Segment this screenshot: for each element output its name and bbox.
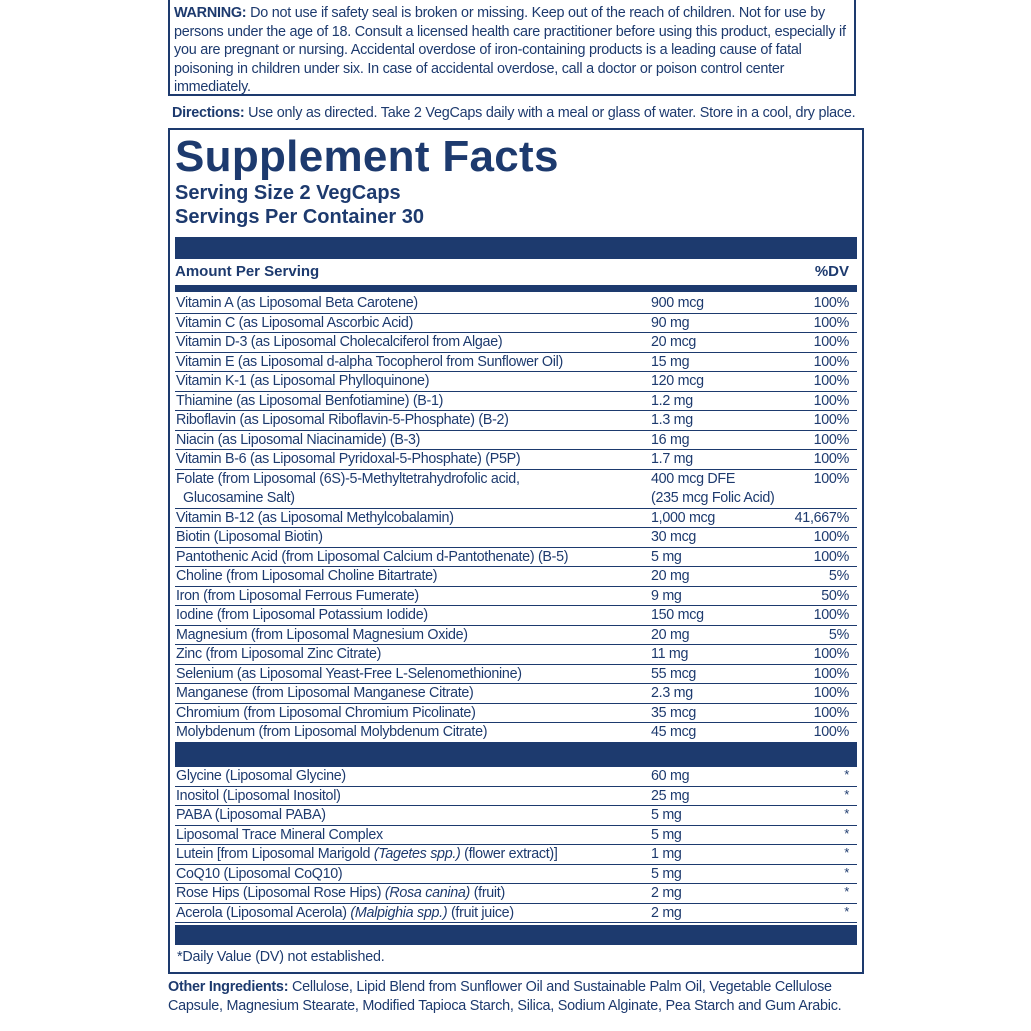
nutrient-name: Vitamin A (as Liposomal Beta Carotene) bbox=[176, 295, 418, 311]
nutrient-name: Folate (from Liposomal (6S)-5-Methyltetrahydrofolic acid, bbox=[176, 470, 520, 487]
nutrient-amount: 11 mg bbox=[651, 646, 689, 662]
facts-title: Supplement Facts bbox=[175, 132, 559, 181]
nutrient-dv: 100% bbox=[813, 451, 849, 467]
nutrient-name: Vitamin C (as Liposomal Ascorbic Acid) bbox=[176, 314, 414, 331]
nutrient-dv: 100% bbox=[813, 353, 849, 370]
nutrient-name: Glycine (Liposomal Glycine) bbox=[176, 768, 346, 784]
nutrient-dv: 100% bbox=[813, 431, 849, 448]
nutrient-dv: 100% bbox=[813, 685, 849, 701]
nutrient-dv: 5% bbox=[828, 568, 849, 584]
warning-label: WARNING: bbox=[174, 5, 247, 21]
nutrient-amount: 25 mg bbox=[651, 787, 690, 804]
nutrient-row bbox=[175, 294, 857, 314]
nutrient-row bbox=[175, 904, 857, 924]
nutrient-name: Rose Hips (Liposomal Rose Hips) (Rosa canina) (fruit) bbox=[176, 885, 505, 901]
nutrient-amount: 60 mg bbox=[651, 768, 690, 784]
nutrient-row bbox=[175, 645, 857, 665]
warning-text: Do not use if safety seal is broken or missing. Keep out of the reach of children. Not for use by persons under the age of 18. Consult a licensed health care practitioner before using this product, especially if you are pregnant or nursing. Accidental overdose of iron-containing products is a leading cause of fatal poisoning in children under six. In case of accidental overdose, call a doctor or poison control center immediately. bbox=[174, 5, 846, 96]
nutrient-dv: 100% bbox=[813, 295, 849, 311]
nutrient-dv: 41,667% bbox=[794, 509, 849, 526]
thick-divider-top bbox=[175, 237, 857, 259]
nutrient-name: Niacin (as Liposomal Niacinamide) (B-3) bbox=[176, 431, 421, 448]
nutrient-name: Manganese (from Liposomal Manganese Citrate) bbox=[176, 685, 474, 701]
nutrient-row bbox=[175, 567, 857, 587]
nutrient-name: Zinc (from Liposomal Zinc Citrate) bbox=[176, 646, 382, 662]
other-ingredients-text: Cellulose, Lipid Blend from Sunflower Oil and Sustainable Palm Oil, Vegetable Cellulose Capsule, Magnesium Stearate, Modified Tapioca Starch, Silica, Sodium Alginate, Pea Starch and Gum Arabic. bbox=[168, 979, 842, 1014]
nutrient-dv: 100% bbox=[813, 724, 849, 740]
nutrient-dv: 100% bbox=[813, 607, 849, 623]
nutrient-name: Vitamin B-12 (as Liposomal Methylcobalamin) bbox=[176, 509, 454, 526]
nutrient-dv: 100% bbox=[813, 704, 849, 721]
directions-label: Directions: bbox=[172, 105, 245, 121]
nutrient-row bbox=[175, 845, 857, 865]
nutrient-name: Iodine (from Liposomal Potassium Iodide) bbox=[176, 607, 428, 623]
directions bbox=[172, 104, 872, 122]
nutrient-row bbox=[175, 665, 857, 685]
nutrient-name: PABA (Liposomal PABA) bbox=[176, 807, 326, 823]
nutrient-name: Magnesium (from Liposomal Magnesium Oxide) bbox=[176, 626, 468, 643]
amount-header-label: Amount Per Serving bbox=[175, 263, 320, 280]
nutrient-amount: 20 mg bbox=[651, 568, 690, 584]
nutrient-dv: * bbox=[844, 884, 849, 899]
nutrient-row bbox=[175, 548, 857, 568]
nutrient-dv: 5% bbox=[828, 626, 849, 643]
nutrient-amount: 2 mg bbox=[651, 904, 682, 921]
nutrient-amount: 120 mcg bbox=[651, 373, 704, 389]
nutrient-amount: 1.7 mg bbox=[651, 451, 693, 467]
nutrient-dv: * bbox=[844, 825, 849, 841]
other-ingredients bbox=[168, 978, 868, 1015]
nutrient-dv: * bbox=[844, 767, 849, 782]
nutrient-row bbox=[175, 411, 857, 431]
nutrient-dv: 100% bbox=[813, 646, 849, 662]
nutrient-amount: 1 mg bbox=[651, 846, 682, 862]
serving-size: Serving Size 2 VegCaps bbox=[175, 182, 401, 204]
nutrient-rows-main bbox=[175, 294, 857, 743]
nutrient-amount: 30 mcg bbox=[651, 529, 697, 545]
nutrient-dv: 100% bbox=[813, 412, 849, 428]
servings-per-container: Servings Per Container 30 bbox=[175, 206, 424, 228]
nutrient-name: Iron (from Liposomal Ferrous Fumerate) bbox=[176, 587, 419, 604]
nutrient-row bbox=[175, 626, 857, 646]
nutrient-row bbox=[175, 372, 857, 392]
nutrient-row bbox=[175, 606, 857, 626]
nutrient-amount: 45 mcg bbox=[651, 724, 697, 740]
nutrient-amount: 5 mg bbox=[651, 548, 682, 565]
nutrient-dv: * bbox=[844, 845, 849, 860]
nutrient-name: Vitamin E (as Liposomal d-alpha Tocopherol from Sunflower Oil) bbox=[176, 353, 563, 370]
nutrient-row bbox=[175, 826, 857, 846]
nutrient-dv: * bbox=[844, 806, 849, 821]
nutrient-name: CoQ10 (Liposomal CoQ10) bbox=[176, 865, 343, 882]
nutrient-name: Choline (from Liposomal Choline Bitartrate) bbox=[176, 568, 438, 584]
nutrient-dv: 100% bbox=[813, 373, 849, 389]
nutrient-row-folate bbox=[175, 470, 857, 509]
nutrient-dv: * bbox=[844, 786, 849, 802]
nutrient-rows-other bbox=[175, 767, 857, 923]
nutrient-name: Vitamin B-6 (as Liposomal Pyridoxal-5-Phosphate) (P5P) bbox=[176, 451, 521, 467]
nutrient-amount: 20 mcg bbox=[651, 334, 697, 350]
nutrient-amount: 400 mcg DFE bbox=[651, 470, 736, 487]
nutrient-dv: 100% bbox=[813, 334, 849, 350]
nutrient-row bbox=[175, 767, 857, 787]
supplement-facts-panel bbox=[168, 128, 864, 974]
nutrient-amount: 20 mg bbox=[651, 626, 690, 643]
nutrient-row bbox=[175, 704, 857, 724]
nutrient-dv: 50% bbox=[821, 587, 849, 604]
nutrient-dv: 100% bbox=[813, 470, 849, 487]
nutrient-amount: 15 mg bbox=[651, 353, 690, 370]
nutrient-amount: 9 mg bbox=[651, 587, 682, 604]
nutrient-row bbox=[175, 806, 857, 826]
nutrient-row bbox=[175, 314, 857, 334]
nutrient-name: Thiamine (as Liposomal Benfotiamine) (B-1) bbox=[176, 392, 444, 409]
amount-per-serving-header bbox=[175, 261, 857, 283]
nutrient-name: Chromium (from Liposomal Chromium Picolinate) bbox=[176, 704, 476, 721]
nutrient-row bbox=[175, 333, 857, 353]
nutrient-name: Liposomal Trace Mineral Complex bbox=[176, 826, 383, 843]
nutrient-row bbox=[175, 684, 857, 704]
nutrient-name-cont: Glucosamine Salt) bbox=[183, 489, 295, 506]
nutrient-row bbox=[175, 431, 857, 451]
nutrient-amount: 900 mcg bbox=[651, 295, 704, 311]
nutrient-row bbox=[175, 450, 857, 470]
nutrient-amount: 2 mg bbox=[651, 885, 682, 901]
nutrient-name: Vitamin K-1 (as Liposomal Phylloquinone) bbox=[176, 373, 430, 389]
directions-text: Use only as directed. Take 2 VegCaps daily with a meal or glass of water. Store in a cool, dry place. bbox=[244, 105, 856, 121]
nutrient-name: Lutein [from Liposomal Marigold (Tagetes spp.) (flower extract)] bbox=[176, 846, 558, 862]
nutrient-amount: 5 mg bbox=[651, 865, 682, 882]
nutrient-amount: 55 mcg bbox=[651, 665, 697, 682]
daily-value-footnote: *Daily Value (DV) not established. bbox=[177, 949, 385, 965]
nutrient-amount: 2.3 mg bbox=[651, 685, 693, 701]
nutrient-name: Selenium (as Liposomal Yeast-Free L-Selenomethionine) bbox=[176, 665, 522, 682]
nutrient-name: Riboflavin (as Liposomal Riboflavin-5-Phosphate) (B-2) bbox=[176, 412, 509, 428]
nutrient-dv: * bbox=[844, 903, 849, 919]
nutrient-dv: * bbox=[844, 864, 849, 880]
nutrient-amount: 16 mg bbox=[651, 431, 690, 448]
nutrient-name: Inositol (Liposomal Inositol) bbox=[176, 787, 341, 804]
nutrient-name: Pantothenic Acid (from Liposomal Calcium d-Pantothenate) (B-5) bbox=[176, 548, 569, 565]
nutrient-row bbox=[175, 884, 857, 904]
nutrient-amount: 35 mcg bbox=[651, 704, 697, 721]
nutrient-amount: 1.3 mg bbox=[651, 412, 693, 428]
nutrient-row bbox=[175, 787, 857, 807]
nutrient-amount: 1,000 mcg bbox=[651, 509, 716, 526]
nutrient-dv: 100% bbox=[813, 529, 849, 545]
nutrient-amount: 1.2 mg bbox=[651, 392, 693, 409]
nutrient-row bbox=[175, 509, 857, 529]
thick-divider-bottom bbox=[175, 925, 857, 945]
nutrient-dv: 100% bbox=[813, 392, 849, 409]
nutrient-name: Acerola (Liposomal Acerola) (Malpighia spp.) (fruit juice) bbox=[176, 904, 514, 921]
dv-header-label: %DV bbox=[814, 263, 849, 280]
nutrient-amount: 150 mcg bbox=[651, 607, 704, 623]
nutrient-row bbox=[175, 353, 857, 373]
nutrient-amount: 5 mg bbox=[651, 826, 682, 843]
nutrient-name: Vitamin D-3 (as Liposomal Cholecalciferol from Algae) bbox=[176, 334, 503, 350]
nutrient-name: Molybdenum (from Liposomal Molybdenum Citrate) bbox=[176, 724, 488, 740]
nutrient-dv: 100% bbox=[813, 665, 849, 682]
nutrient-row bbox=[175, 392, 857, 412]
nutrient-dv: 100% bbox=[813, 314, 849, 331]
nutrient-dv: 100% bbox=[813, 548, 849, 565]
nutrient-amount-cont: (235 mcg Folic Acid) bbox=[651, 489, 775, 506]
nutrient-row bbox=[175, 528, 857, 548]
warning-box bbox=[168, 0, 856, 96]
nutrient-name: Biotin (Liposomal Biotin) bbox=[176, 529, 323, 545]
nutrient-row bbox=[175, 865, 857, 885]
other-ingredients-label: Other Ingredients: bbox=[168, 979, 289, 995]
nutrient-amount: 90 mg bbox=[651, 314, 690, 331]
divider-medium bbox=[175, 285, 857, 292]
nutrient-row bbox=[175, 723, 857, 743]
nutrient-amount: 5 mg bbox=[651, 807, 682, 823]
nutrient-row bbox=[175, 587, 857, 607]
thick-divider-middle bbox=[175, 743, 857, 767]
